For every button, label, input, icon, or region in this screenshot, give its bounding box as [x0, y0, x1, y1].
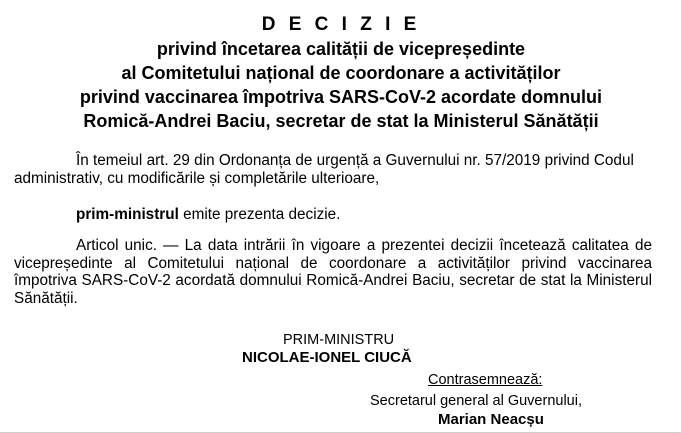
sole-article-paragraph: Articol unic. — La data intrării în vigoare a prezentei decizii încetează calitatea de vicepreședinte al Comitetului național de coordonare a activităților privind vaccinarea împotriva SARS-CoV-2 acordată domnului Romică-Andrei Baciu, secretar de stat la Ministerul Sănătății.	[14, 237, 652, 307]
emitter-paragraph	[14, 206, 652, 224]
secretary-general-name: Marian Neacșu	[438, 411, 544, 428]
decision-subtitle-line-3: privind vaccinarea împotriva SARS-CoV-2 acordate domnului	[79, 87, 603, 107]
secretary-general-role: Secretarul general al Guvernului,	[370, 393, 582, 409]
pm-name: NICOLAE-IONEL CIUCĂ	[242, 349, 412, 366]
decision-subtitle-line-2: al Comitetului național de coordonare a activităților	[121, 63, 561, 83]
decision-heading: D E C I Z I E	[261, 14, 421, 35]
decision-subtitle-line-4: Romică-Andrei Baciu, secretar de stat la Ministerul Sănătății	[83, 111, 599, 131]
emitter-text: emite prezenta decizie.	[178, 206, 341, 223]
decision-subtitle-line-1: privind încetarea calității de vicepreședinte	[156, 39, 526, 59]
countersign-label: Contrasemnează:	[428, 372, 543, 388]
legal-basis-paragraph: În temeiul art. 29 din Ordonanța de urgență a Guvernului nr. 57/2019 privind Codul administrativ, cu modificările și completările ulterioare,	[14, 152, 634, 187]
pm-role-label: PRIM-MINISTRU	[283, 332, 395, 348]
decision-title-block	[0, 13, 682, 133]
emitter-bold-text: prim-ministrul	[76, 206, 179, 223]
